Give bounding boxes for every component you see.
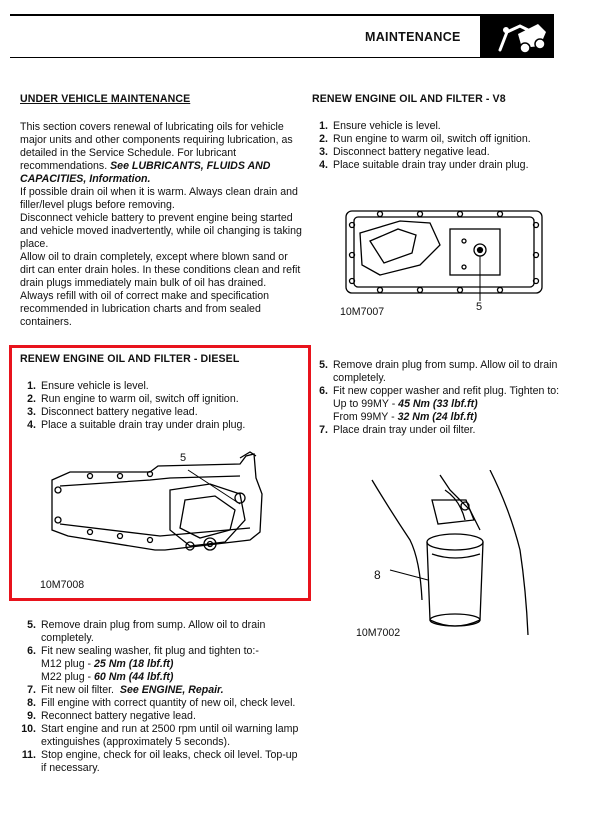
vehicle-lift-icon	[480, 14, 554, 58]
step-text: Fit new oil filter.	[41, 684, 115, 696]
diesel-step-9	[20, 710, 302, 723]
diesel-step-10	[20, 723, 302, 749]
diesel-figure-id: 10M7008	[40, 579, 85, 591]
v8-callout-8: 8	[374, 568, 381, 582]
v8-step-4	[312, 159, 597, 172]
under-vehicle-title: UNDER VEHICLE MAINTENANCE	[20, 93, 191, 105]
step-number: 2.	[319, 133, 328, 145]
diesel-section	[20, 353, 302, 432]
step-number: 1.	[27, 380, 36, 392]
m22-torque: 60 Nm (44 lbf.ft)	[94, 671, 174, 683]
diesel-step-3	[20, 406, 302, 419]
v8-step-5	[312, 359, 597, 385]
from-99my-label: From 99MY -	[333, 411, 398, 423]
step-number: 3.	[27, 406, 36, 418]
step-number: 3.	[319, 146, 328, 158]
v8-step-7	[312, 424, 597, 437]
step-text: Ensure vehicle is level.	[333, 120, 441, 132]
diesel-step-4	[20, 419, 302, 432]
diesel-step-1	[20, 380, 302, 393]
step-text: Fit new sealing washer, fit plug and tighten to:-	[41, 645, 259, 657]
diesel-callout-5: 5	[180, 452, 187, 464]
step-number: 5.	[27, 619, 36, 631]
header-top-rule	[10, 14, 490, 16]
m12-torque: 25 Nm (18 lbf.ft)	[94, 658, 174, 670]
engine-repair-ref-link[interactable]: See ENGINE, Repair.	[119, 684, 224, 696]
m22-label: M22 plug -	[41, 671, 94, 683]
step-text: Start engine and run at 2500 rpm until oil warning lamp extinguishes (approximately 5 seconds).	[41, 723, 299, 748]
v8-title: RENEW ENGINE OIL AND FILTER - V8	[312, 93, 506, 105]
step-text: Run engine to warm oil, switch off ignition.	[333, 133, 531, 145]
step-number: 7.	[319, 424, 328, 436]
step-number: 11.	[21, 749, 36, 761]
step-text: Reconnect battery negative lead.	[41, 710, 196, 722]
from-99my-torque: 32 Nm (24 lbf.ft)	[397, 411, 478, 423]
under-vehicle-section	[20, 93, 302, 329]
v8-step-2	[312, 133, 597, 146]
under-vehicle-para-4: Allow oil to drain completely, except where blown sand or dirt can enter drain holes. In these conditions clean and refit drain plugs immediately main bulk of oil has drained.	[20, 251, 301, 289]
v8-callout-5: 5	[476, 301, 483, 313]
v8-steps-continued	[312, 359, 597, 437]
diesel-step-7	[20, 684, 302, 697]
v8-sump-illustration	[340, 205, 550, 305]
diesel-sump-illustration	[40, 450, 270, 570]
step-number: 10.	[21, 723, 36, 735]
diesel-steps-continued	[20, 619, 302, 775]
m12-label: M12 plug -	[41, 658, 94, 670]
step-text: Remove drain plug from sump. Allow oil to drain completely.	[41, 619, 266, 644]
under-vehicle-para-5: Always refill with oil of correct make and specification recommended in lubrication charts and from sealed containers.	[20, 290, 270, 328]
v8-section	[312, 93, 597, 172]
step-text: Disconnect battery negative lead.	[333, 146, 490, 158]
diesel-title: RENEW ENGINE OIL AND FILTER - DIESEL	[20, 353, 240, 365]
step-text: Place a suitable drain tray under drain plug.	[41, 419, 246, 431]
step-number: 4.	[27, 419, 36, 431]
step-text: Fill engine with correct quantity of new oil, check level.	[41, 697, 296, 709]
diesel-step-8	[20, 697, 302, 710]
step-number: 1.	[319, 120, 328, 132]
step-number: 4.	[319, 159, 328, 171]
under-vehicle-para-3: Disconnect vehicle battery to prevent engine being started and vehicle moved inadvertently, while oil changing is taking place.	[20, 212, 302, 250]
v8-step-3	[312, 146, 597, 159]
step-text: Stop engine, check for oil leaks, check oil level. Top-up if necessary.	[41, 749, 298, 774]
diesel-step-2	[20, 393, 302, 406]
under-vehicle-para-2: If possible drain oil when it is warm. Always clean drain and filler/level plugs before removing.	[20, 186, 298, 211]
up-to-99my-torque: 45 Nm (33 lbf.ft)	[398, 398, 478, 410]
diesel-steps-list	[20, 380, 302, 432]
step-number: 9.	[27, 710, 36, 722]
diesel-step-5	[20, 619, 302, 645]
step-text: Fit new copper washer and refit plug. Tighten to:	[333, 385, 560, 397]
v8-step-1	[312, 120, 597, 133]
step-number: 5.	[319, 359, 328, 371]
lubricants-ref-link[interactable]: See LUBRICANTS, FLUIDS AND CAPACITIES, Information.	[20, 160, 271, 185]
up-to-99my-label: Up to 99MY -	[333, 398, 399, 410]
step-number: 6.	[27, 645, 36, 657]
step-text: Run engine to warm oil, switch off ignition.	[41, 393, 239, 405]
v8-figure2-id: 10M7002	[356, 627, 401, 639]
step-number: 2.	[27, 393, 36, 405]
step-text: Place drain tray under oil filter.	[333, 424, 476, 436]
v8-step-6	[312, 385, 597, 424]
header-bottom-rule	[10, 57, 490, 58]
para-1-text: This section covers renewal of lubricating oils for vehicle major units and other components requiring lubrication, as detailed in the Service Schedule. For lubricant recommendations.	[20, 121, 293, 172]
step-number: 7.	[27, 684, 36, 696]
diesel-step-6	[20, 645, 302, 684]
step-number: 8.	[27, 697, 36, 709]
step-number: 6.	[319, 385, 328, 397]
step-text: Remove drain plug from sump. Allow oil to drain completely.	[333, 359, 558, 384]
step-text: Place suitable drain tray under drain plug.	[333, 159, 529, 171]
v8-figure1-id: 10M7007	[340, 306, 385, 318]
v8-oil-filter-illustration	[370, 470, 530, 635]
page-title: MAINTENANCE	[365, 30, 461, 44]
under-vehicle-para-1	[20, 121, 302, 186]
step-text: Ensure vehicle is level.	[41, 380, 149, 392]
step-text: Disconnect battery negative lead.	[41, 406, 198, 418]
diesel-step-11	[20, 749, 302, 775]
